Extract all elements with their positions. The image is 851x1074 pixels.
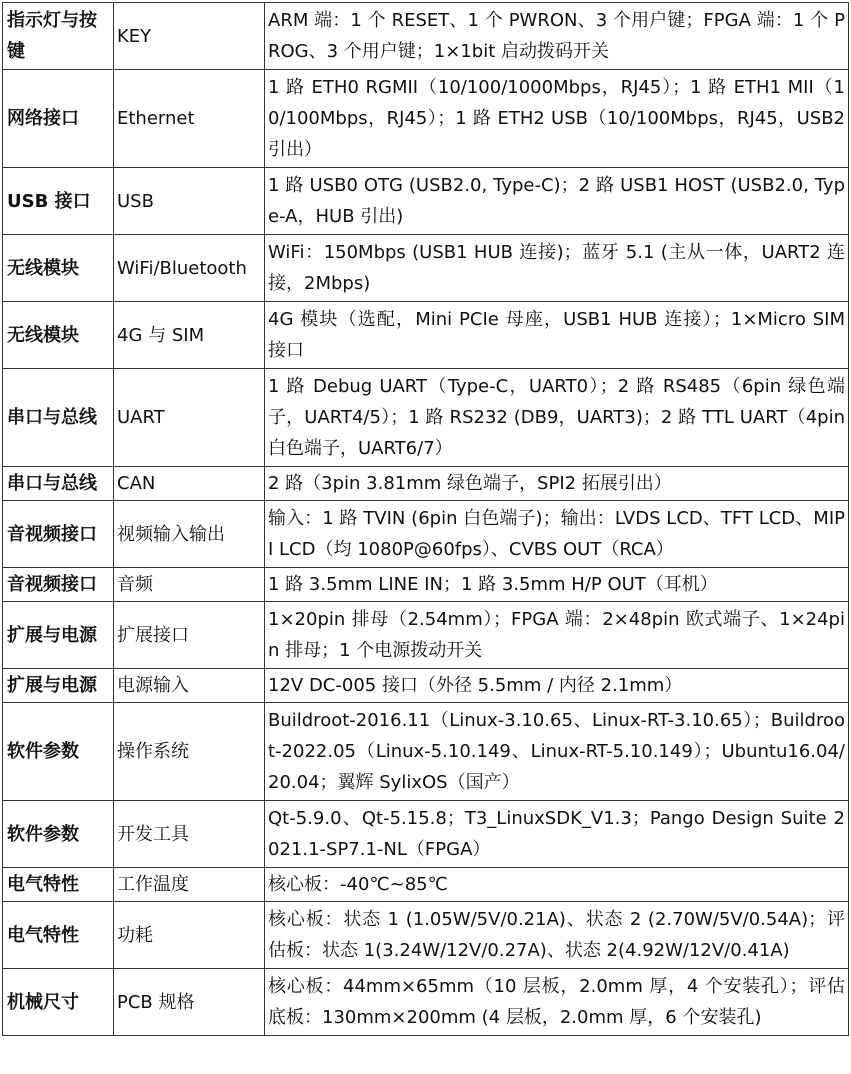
row-item: PCB 规格 [114,969,265,1036]
row-description: 核心板：44mm×65mm（10 层板，2.0mm 厚，4 个安装孔）；评估底板：130mm×200mm (4 层板，2.0mm 厚，6 个安装孔) [265,969,849,1036]
row-category: 网络接口 [3,70,114,168]
row-description: 核心板：状态 1 (1.05W/5V/0.21A)、状态 2 (2.70W/5V/0.54A)；评估板：状态 1(3.24W/12V/0.27A)、状态 2(4.92W/12V/0.41A) [265,902,849,969]
row-category: 串口与总线 [3,369,114,467]
row-category: 扩展与电源 [3,602,114,669]
row-item: CAN [114,467,265,501]
row-category: 电气特性 [3,868,114,902]
table-row [3,902,849,969]
row-item: 音频 [114,568,265,602]
table-row [3,801,849,868]
row-item: UART [114,369,265,467]
table-row [3,703,849,801]
row-category: 指示灯与按键 [3,3,114,70]
spec-table [2,2,849,1036]
row-category: 电气特性 [3,902,114,969]
row-category: USB 接口 [3,168,114,235]
table-row [3,168,849,235]
row-category: 扩展与电源 [3,669,114,703]
row-description: 输入：1 路 TVIN (6pin 白色端子)；输出：LVDS LCD、TFT LCD、MIPI LCD（均 1080P@60fps）、CVBS OUT（RCA） [265,501,849,568]
row-item: 扩展接口 [114,602,265,669]
row-description: Buildroot-2016.11（Linux-3.10.65、Linux-RT-3.10.65）；Buildroot-2022.05（Linux-5.10.149、Linux-RT-5.10.149）；Ubuntu16.04/20.04；翼辉 SylixOS（国产） [265,703,849,801]
table-row [3,969,849,1036]
row-item: 工作温度 [114,868,265,902]
row-description: 4G 模块（选配，Mini PCIe 母座，USB1 HUB 连接）；1×Micro SIM 接口 [265,302,849,369]
row-item: 视频输入输出 [114,501,265,568]
row-item: KEY [114,3,265,70]
row-category: 音视频接口 [3,568,114,602]
row-description: 1 路 USB0 OTG (USB2.0, Type-C)；2 路 USB1 HOST (USB2.0, Type-A，HUB 引出) [265,168,849,235]
row-category: 软件参数 [3,801,114,868]
row-category: 机械尺寸 [3,969,114,1036]
table-row [3,70,849,168]
row-description: 2 路（3pin 3.81mm 绿色端子，SPI2 拓展引出） [265,467,849,501]
table-row [3,669,849,703]
row-item: 4G 与 SIM [114,302,265,369]
row-description: WiFi：150Mbps (USB1 HUB 连接)；蓝牙 5.1 (主从一体，UART2 连接，2Mbps) [265,235,849,302]
row-description: 1 路 Debug UART（Type-C，UART0）；2 路 RS485（6pin 绿色端子，UART4/5）；1 路 RS232 (DB9，UART3)；2 路 TTL UART（4pin 白色端子，UART6/7） [265,369,849,467]
row-description: Qt-5.9.0、Qt-5.15.8；T3_LinuxSDK_V1.3；Pango Design Suite 2021.1-SP7.1-NL（FPGA） [265,801,849,868]
row-category: 无线模块 [3,235,114,302]
row-category: 无线模块 [3,302,114,369]
row-item: WiFi/Bluetooth [114,235,265,302]
table-row [3,302,849,369]
row-description: 1 路 3.5mm LINE IN；1 路 3.5mm H/P OUT（耳机） [265,568,849,602]
row-item: USB [114,168,265,235]
table-row [3,3,849,70]
row-description: 1×20pin 排母（2.54mm）；FPGA 端：2×48pin 欧式端子、1×24pin 排母；1 个电源拨动开关 [265,602,849,669]
table-row [3,868,849,902]
row-item: Ethernet [114,70,265,168]
row-description: 12V DC-005 接口（外径 5.5mm / 内径 2.1mm） [265,669,849,703]
table-row [3,602,849,669]
row-description: 1 路 ETH0 RGMII（10/100/1000Mbps，RJ45）；1 路 ETH1 MII（10/100Mbps，RJ45）；1 路 ETH2 USB（10/100Mbps，RJ45，USB2 引出） [265,70,849,168]
row-item: 电源输入 [114,669,265,703]
table-row [3,369,849,467]
row-item: 操作系统 [114,703,265,801]
table-row [3,501,849,568]
table-row [3,235,849,302]
row-item: 开发工具 [114,801,265,868]
row-description: 核心板：-40℃~85℃ [265,868,849,902]
row-category: 软件参数 [3,703,114,801]
table-row [3,568,849,602]
row-item: 功耗 [114,902,265,969]
table-row [3,467,849,501]
row-description: ARM 端：1 个 RESET、1 个 PWRON、3 个用户键；FPGA 端：1 个 PROG、3 个用户键；1×1bit 启动拨码开关 [265,3,849,70]
row-category: 音视频接口 [3,501,114,568]
row-category: 串口与总线 [3,467,114,501]
